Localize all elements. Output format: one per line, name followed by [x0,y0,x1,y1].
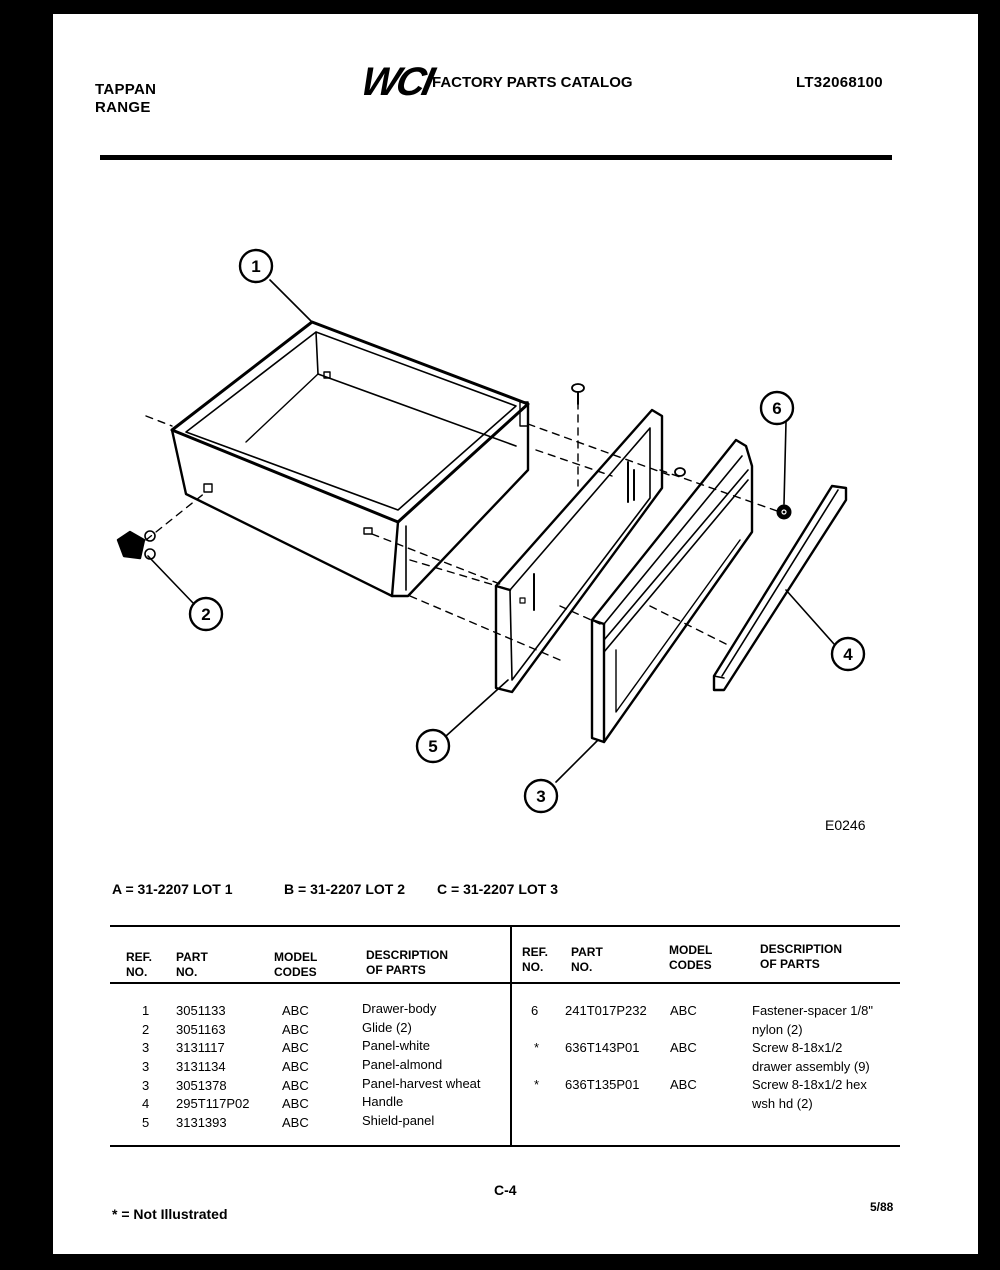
table-row-desc: Panel-harvest wheat [362,1075,481,1091]
callout-circles [190,250,864,812]
header-part-no-right: PART NO. [571,945,603,974]
lot-b: B = 31-2207 LOT 2 [284,881,406,897]
table-row-codes: ABC [282,1040,309,1056]
header-ref-no-right: REF. NO. [522,945,549,974]
header-description-right: DESCRIPTION OF PARTS [760,942,843,971]
callout-2: 2 [201,605,211,624]
callout-1: 1 [251,257,261,276]
left-desc-column [362,1000,481,1131]
right-row-2-ref: * [534,1040,540,1055]
right-row-1-part: 241T017P232 [565,1003,647,1018]
right-row-3-ref: * [534,1077,540,1092]
header-part-no: PART NO. [176,950,208,979]
lot-a: A = 31-2207 LOT 1 [112,881,233,897]
brand-line-2: RANGE [95,99,151,116]
left-codes-column [282,1002,309,1133]
table-bottom-rule [110,1145,900,1147]
table-row-ref: 3 [142,1059,150,1075]
model-number: LT32068100 [796,74,883,91]
right-row-1-codes: ABC [670,1003,697,1018]
table-row-part: 3051133 [176,1003,226,1018]
left-part-column [176,1002,250,1133]
table-row-codes: ABC [282,1077,309,1093]
table-row-ref: 5 [142,1115,150,1131]
right-row-2-codes: ABC [670,1040,697,1055]
lot-c: C = 31-2207 LOT 3 [437,881,559,897]
table-row-desc: Panel-almond [362,1057,443,1073]
table-row-part: 3131134 [176,1059,226,1075]
table-row-ref: 4 [142,1096,150,1112]
table-row-codes: ABC [282,1003,309,1018]
callout-4: 4 [843,645,853,664]
callout-numbers [201,257,853,806]
table-row-part: 295T117P02 [176,1096,250,1112]
table-row-desc: Glide (2) [362,1019,412,1035]
table-row-desc: Handle [362,1094,404,1110]
table-header-rule [110,982,900,984]
callout-6: 6 [772,399,782,418]
drawer-body-drawing [172,322,528,596]
front-panel-drawing [592,440,752,742]
callout-3: 3 [536,787,546,806]
table-row-codes: ABC [282,1096,309,1112]
right-row-2-part: 636T143P01 [565,1040,640,1055]
revision-date: 5/88 [870,1200,894,1214]
glide-drawing [118,531,155,559]
table-row-desc: Drawer-body [362,1001,437,1016]
left-ref-column [142,1002,149,1133]
table-row-desc: Panel-white [362,1038,430,1054]
table-row-part: 3131117 [176,1040,225,1056]
not-illustrated-note: * = Not Illustrated [112,1206,228,1222]
header-ref-no: REF. NO. [126,950,153,979]
right-row-3-desc: Screw 8-18x1/2 hex wsh hd (2) [752,1077,867,1111]
wci-logo: WCI [357,60,436,104]
table-row-ref: 2 [142,1021,150,1037]
table-divider [510,925,512,1147]
table-row-part: 3051163 [176,1021,226,1037]
header-model-codes: MODEL CODES [274,950,318,979]
table-row-codes: ABC [282,1115,309,1131]
right-row-3-part: 636T135P01 [565,1077,640,1092]
table-row-ref: 1 [142,1003,150,1018]
callout-5: 5 [428,737,438,756]
fastener-spacer-drawing [778,506,790,518]
table-row-desc: Shield-panel [362,1113,435,1129]
brand-line-1: TAPPAN [95,81,157,98]
table-row-part: 3131393 [176,1115,227,1131]
figure-code: E0246 [825,817,866,833]
header-model-codes-right: MODEL CODES [669,943,713,972]
table-row-part: 3051378 [176,1077,227,1093]
alignment-lines [146,402,780,660]
table-row-ref: 3 [142,1077,150,1093]
table-row-codes: ABC [282,1059,309,1075]
header-description: DESCRIPTION OF PARTS [366,948,449,977]
table-row-codes: ABC [282,1021,309,1037]
right-row-2-desc: Screw 8-18x1/2 drawer assembly (9) [752,1040,870,1074]
right-row-1-ref: 6 [531,1003,539,1018]
table-top-rule [110,925,900,927]
page-number: C-4 [494,1182,517,1198]
shield-panel-drawing [496,410,662,692]
right-row-3-codes: ABC [670,1077,697,1092]
leader-lines [148,280,834,782]
catalog-title: FACTORY PARTS CATALOG [432,74,633,91]
right-row-1-desc: Fastener-spacer 1/8" nylon (2) [752,1003,873,1037]
table-row-ref: 3 [142,1040,150,1056]
